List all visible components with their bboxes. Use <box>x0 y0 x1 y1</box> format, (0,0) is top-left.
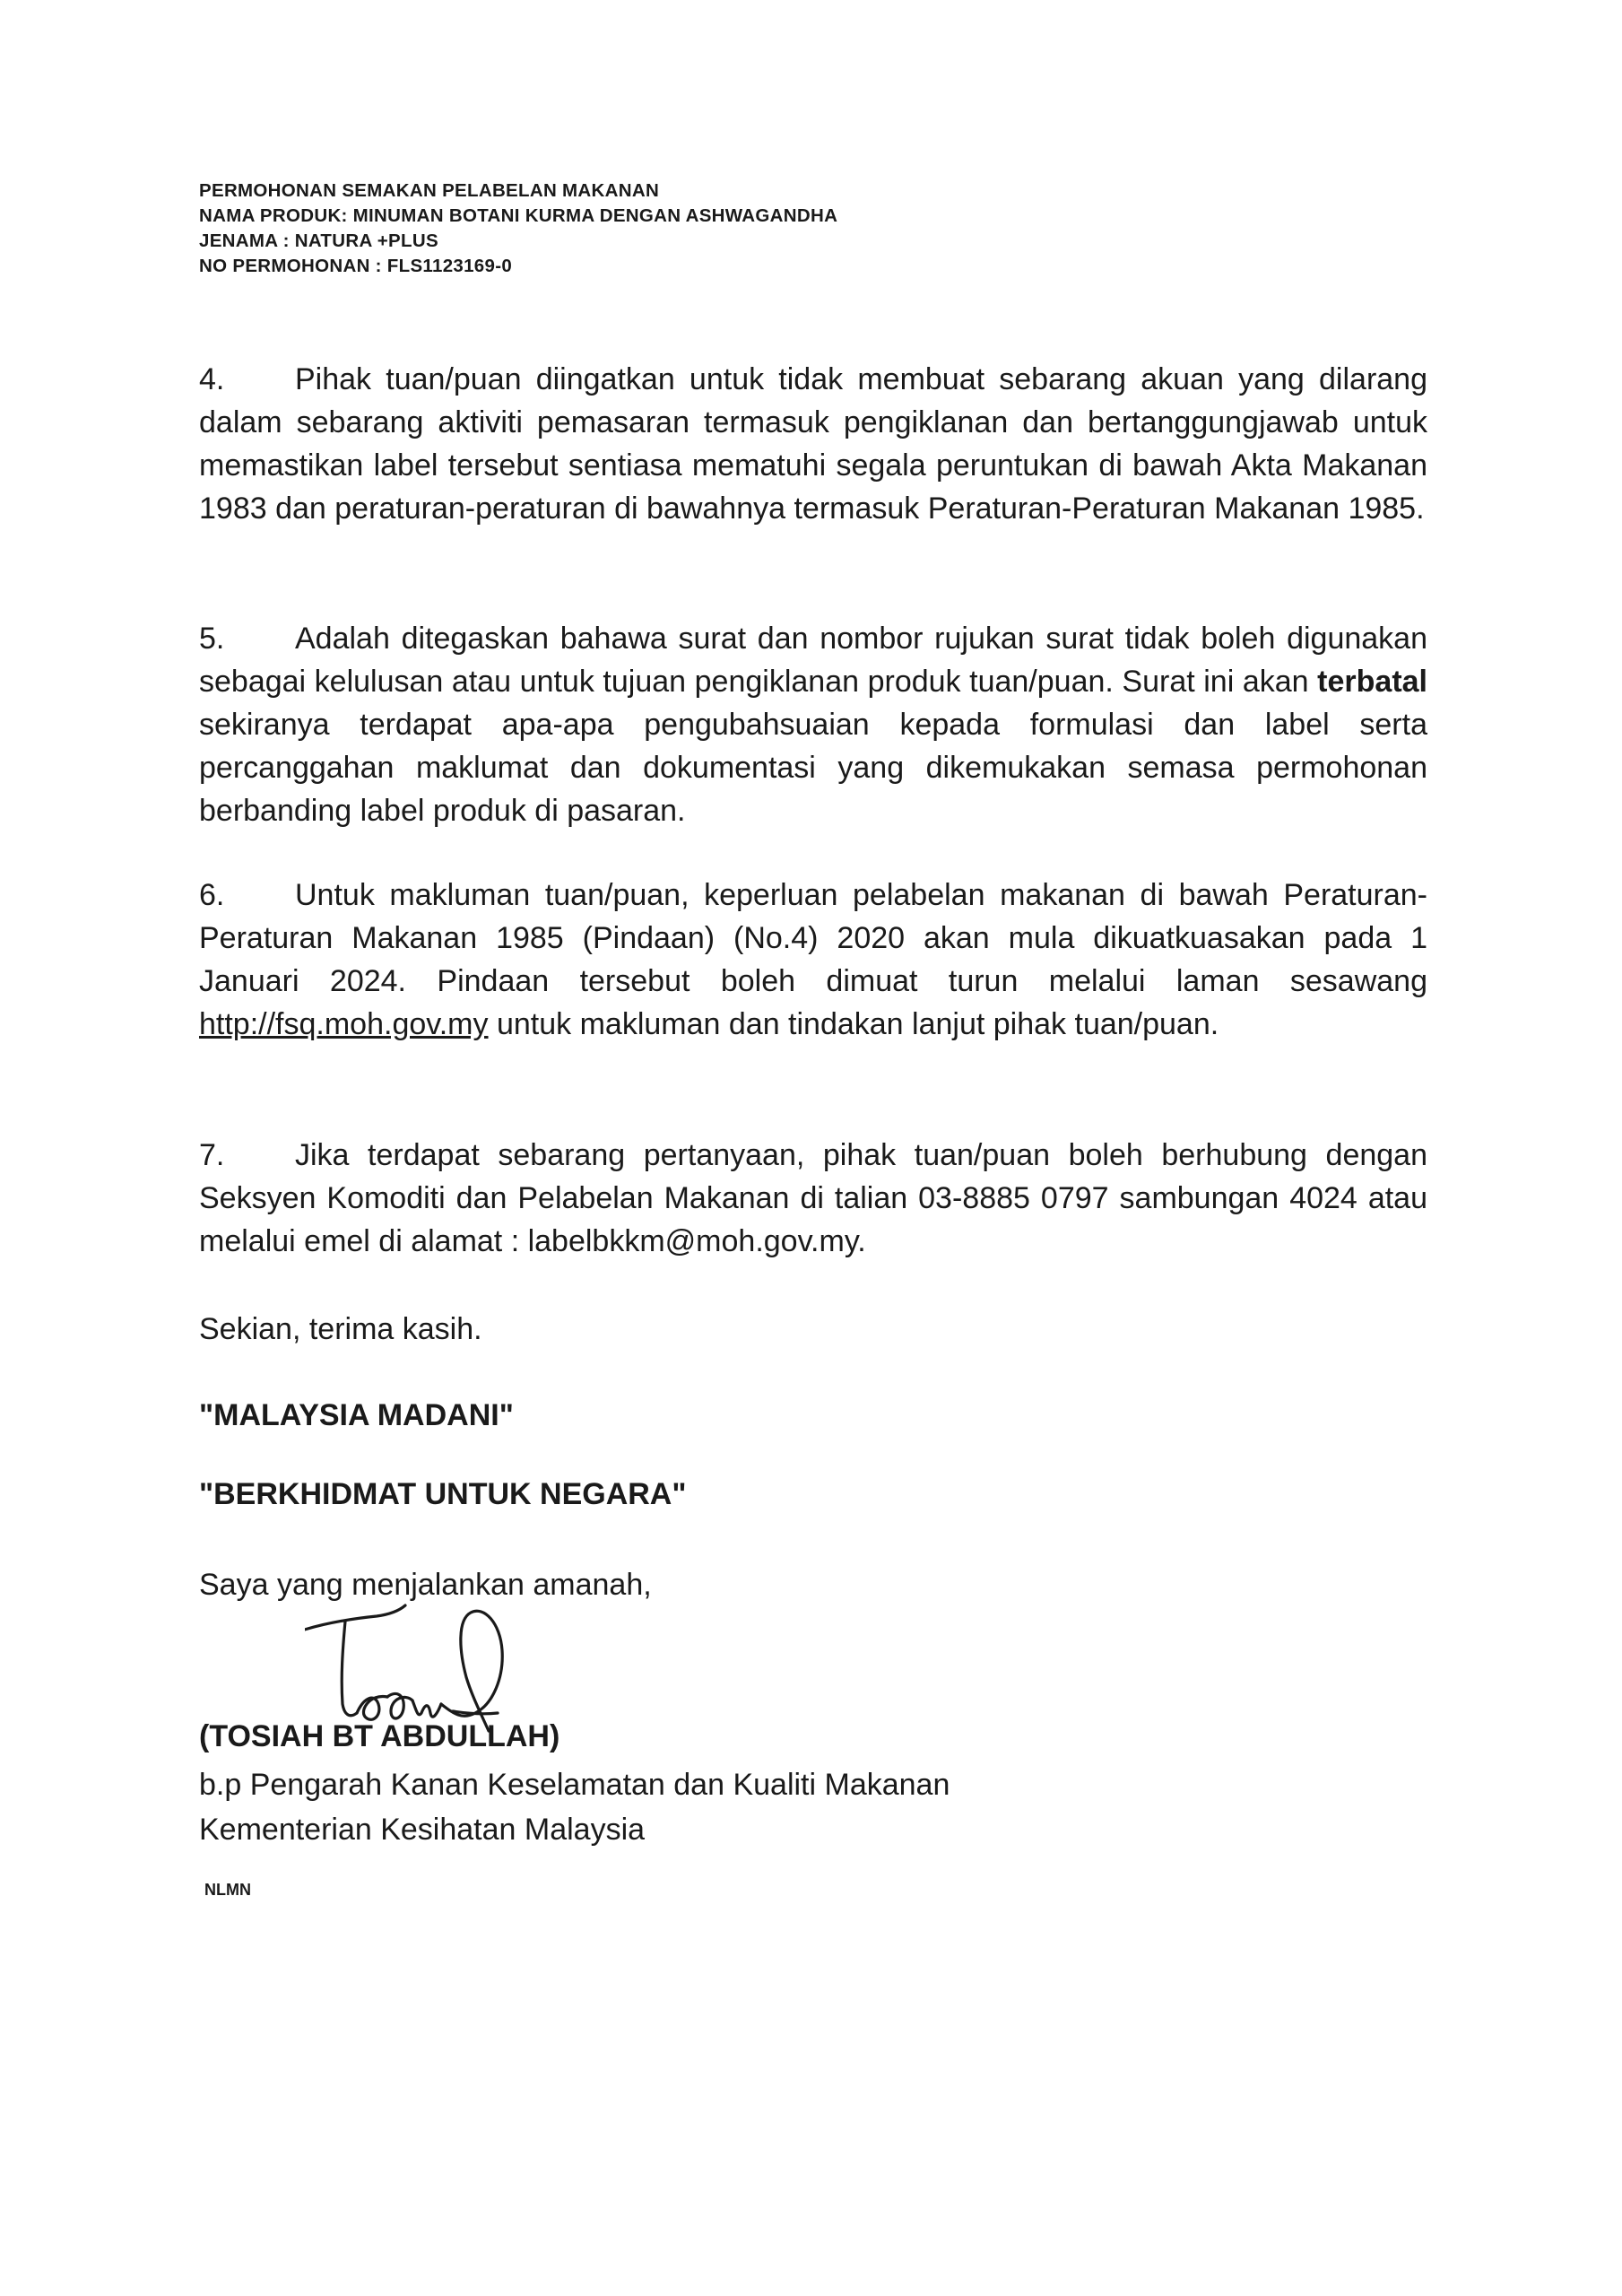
paragraph-5-bold-term: terbatal <box>1317 665 1427 699</box>
signatory-ministry: Kementerian Kesihatan Malaysia <box>199 1813 646 1847</box>
paragraph-6 <box>199 874 1427 1046</box>
paragraph-5-number: 5. <box>199 622 225 656</box>
closing-thanks: Sekian, terima kasih. <box>199 1312 482 1346</box>
header-application-number: NO PERMOHONAN : FLS1123169-0 <box>199 256 513 276</box>
motto-berkhidmat: "BERKHIDMAT UNTUK NEGARA" <box>199 1477 687 1511</box>
paragraph-7 <box>199 1134 1427 1263</box>
motto-malaysia-madani: "MALAYSIA MADANI" <box>199 1398 514 1432</box>
paragraph-6-number: 6. <box>199 878 225 912</box>
reference-initials: NLMN <box>204 1881 251 1899</box>
paragraph-6-text-b: untuk makluman dan tindakan lanjut pihak tuan/puan. <box>496 1007 1219 1041</box>
signatory-title: b.p Pengarah Kanan Keselamatan dan Kualiti Makanan <box>199 1768 950 1802</box>
paragraph-5 <box>199 617 1427 832</box>
paragraph-5-text-b: sekiranya terdapat apa-apa pengubahsuaian kepada formulasi dan label serta percanggahan maklumat dan dokumentasi yang dikemukakan semasa permohonan berbanding label produk di pasaran. <box>199 708 1427 828</box>
header-subject: PERMOHONAN SEMAKAN PELABELAN MAKANAN <box>199 180 660 201</box>
paragraph-4-number: 4. <box>199 362 225 396</box>
paragraph-7-text: Jika terdapat sebarang pertanyaan, pihak tuan/puan boleh berhubung dengan Seksyen Komoditi dan Pelabelan Makanan di talian 03-8885 0797 sambungan 4024 atau melalui emel di alamat : labelbkkm@moh.gov.my. <box>199 1138 1427 1258</box>
paragraph-4-text: Pihak tuan/puan diingatkan untuk tidak membuat sebarang akuan yang dilarang dalam sebarang aktiviti pemasaran termasuk pengiklanan dan bertanggungjawab untuk memastikan label tersebut sentiasa mematuhi segala peruntukan di bawah Akta Makanan 1983 dan peraturan-peraturan di bawahnya termasuk Peraturan-Peraturan Makanan 1985. <box>199 362 1427 526</box>
sign-off: Saya yang menjalankan amanah, <box>199 1568 652 1602</box>
header-brand: JENAMA : NATURA +PLUS <box>199 230 438 251</box>
paragraph-4 <box>199 358 1427 530</box>
header-product-name: NAMA PRODUK: MINUMAN BOTANI KURMA DENGAN ASHWAGANDHA <box>199 205 838 226</box>
fsq-website-link[interactable]: http://fsq.moh.gov.my <box>199 1007 489 1041</box>
signatory-name: (TOSIAH BT ABDULLAH) <box>199 1719 560 1753</box>
letter-header <box>199 178 1454 279</box>
paragraph-5-text-a: Adalah ditegaskan bahawa surat dan nombor rujukan surat tidak boleh digunakan sebagai kelulusan atau untuk tujuan pengiklanan produk tuan/puan. Surat ini akan <box>199 622 1427 699</box>
paragraph-6-text-a: Untuk makluman tuan/puan, keperluan pelabelan makanan di bawah Peraturan-Peraturan Makanan 1985 (Pindaan) (No.4) 2020 akan mula dikuatkuasakan pada 1 Januari 2024. Pindaan tersebut boleh dimuat turun melalui laman sesawang <box>199 878 1427 998</box>
paragraph-7-number: 7. <box>199 1138 225 1172</box>
